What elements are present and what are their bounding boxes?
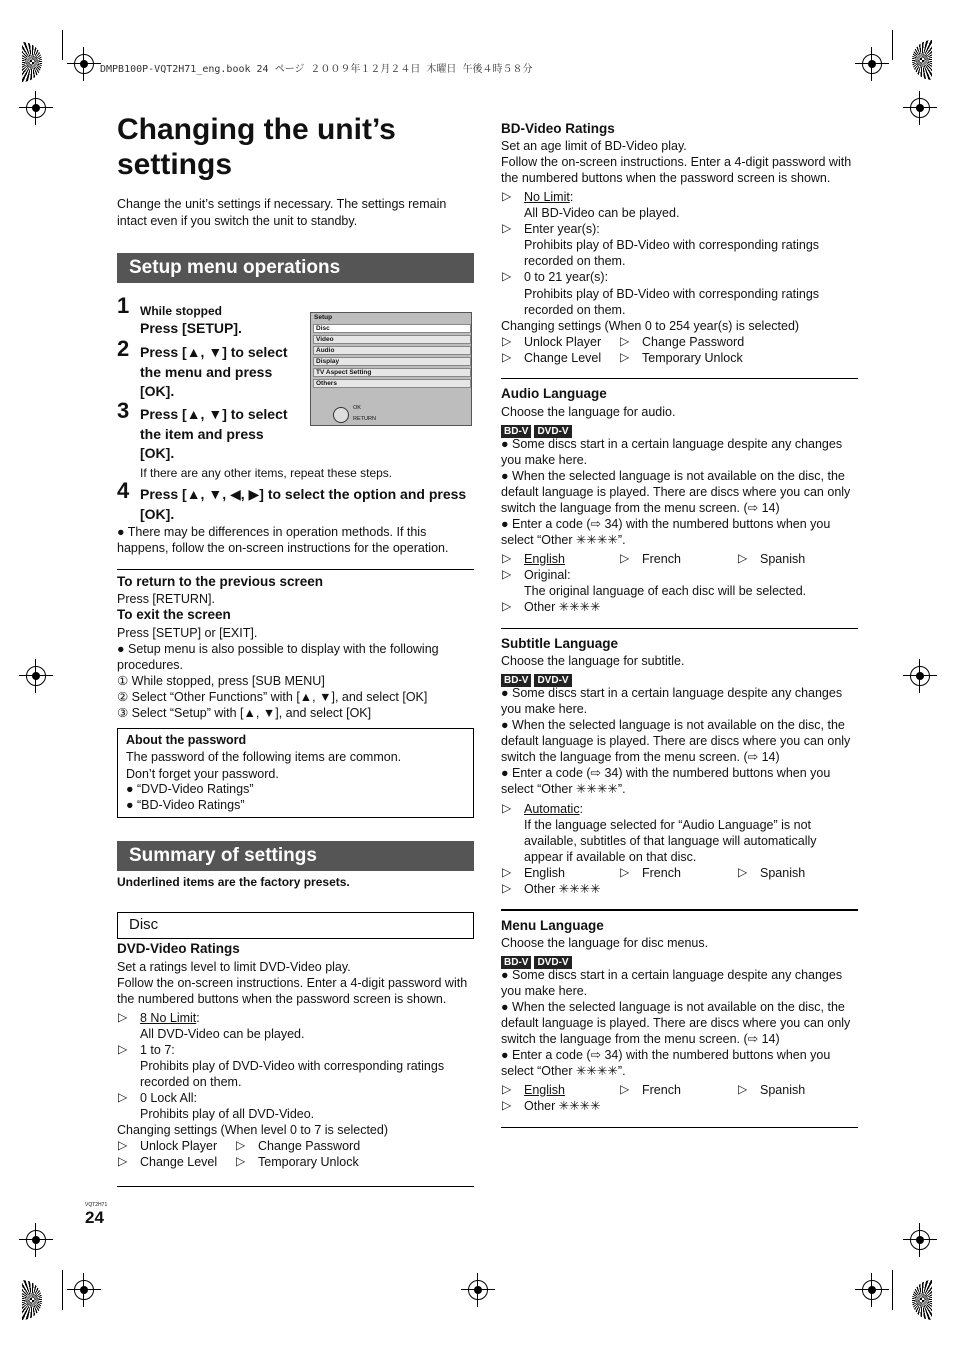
dvd-change-option: Temporary Unlock <box>258 1155 359 1169</box>
step-note: If there are any other items, repeat these steps. <box>140 466 393 480</box>
summary-note: Underlined items are the factory presets. <box>117 875 350 889</box>
screen-item: Display <box>313 357 471 366</box>
divider <box>117 569 474 570</box>
dvd-v-badge: DVD-V <box>534 425 571 438</box>
option-arrow-icon: ▷ <box>118 1090 128 1104</box>
registration-mark-icon <box>74 1280 94 1300</box>
option-arrow-icon: ▷ <box>620 1082 630 1096</box>
password-line: The password of the following items are common. <box>126 750 402 764</box>
option-arrow-icon: ▷ <box>118 1154 128 1168</box>
option-arrow-icon: ▷ <box>620 865 630 879</box>
alt-step: ② Select “Other Functions” with [▲, ▼], and select [OK] <box>117 690 428 704</box>
menu-language-heading: Menu Language <box>501 918 604 933</box>
option-arrow-icon: ▷ <box>502 334 512 348</box>
audio-language-heading: Audio Language <box>501 386 607 401</box>
dvd-option-desc: Prohibits play of all DVD-Video. <box>140 1107 315 1121</box>
bd-change-option: Temporary Unlock <box>642 351 743 365</box>
password-line: ● “BD-Video Ratings” <box>126 798 245 812</box>
registration-mark-icon <box>910 98 930 118</box>
menu-language-desc: Choose the language for disc menus. <box>501 936 709 950</box>
menu-bullet: ● When the selected language is not available on the disc, the default language is played. There are discs where you can only switch the language from the menu screen. (⇨ 14) <box>501 1000 851 1046</box>
subtitle-language-desc: Choose the language for subtitle. <box>501 654 685 668</box>
bd-v-badge: BD-V <box>501 425 531 438</box>
registration-mark-icon <box>26 98 46 118</box>
registration-mark-icon <box>74 54 94 74</box>
crop-mark <box>892 30 893 60</box>
subtitle-bullet: ● Enter a code (⇨ 34) with the numbered buttons when you select “Other ✳✳✳✳”. <box>501 766 831 796</box>
subtitle-option-french: French <box>642 866 681 880</box>
subtitle-option-automatic-desc: If the language selected for “Audio Language” is not available, subtitles of that language will automatically appear if available on that disc. <box>524 818 817 864</box>
print-header: DMPB100P-VQT2H71_eng.book 24 ページ ２００９年１２月２４日 木曜日 午後４時５８分 <box>100 64 533 75</box>
dvd-ratings-heading: DVD-Video Ratings <box>117 941 240 956</box>
intro-text: Change the unit’s settings if necessary. The settings remain intact even if you switch the unit to standby. <box>117 197 447 228</box>
bd-v-badge: BD-V <box>501 956 531 969</box>
subtitle-bullet: ● When the selected language is not available on the disc, the default language is played. There are discs where you can only switch the language from the menu screen. (⇨ 14) <box>501 718 851 764</box>
audio-option-original: Original: <box>524 568 571 582</box>
option-arrow-icon: ▷ <box>502 881 512 895</box>
dvd-change-option: Change Password <box>258 1139 361 1153</box>
section-header-summary: Summary of settings <box>117 841 474 871</box>
step4-note: ● There may be differences in operation methods. If this happens, follow the on-screen instructions for the operation. <box>117 525 449 555</box>
option-arrow-icon: ▷ <box>502 221 512 235</box>
option-arrow-icon: ▷ <box>502 551 512 565</box>
page-number: 24 <box>85 1208 104 1227</box>
step-number: 1 <box>117 293 130 318</box>
bd-option: 0 to 21 year(s): <box>524 270 609 284</box>
divider <box>117 1186 474 1187</box>
alt-step: ③ Select “Setup” with [▲, ▼], and select [OK] <box>117 706 372 720</box>
option-arrow-icon: ▷ <box>738 1082 748 1096</box>
color-bar-icon <box>912 40 932 80</box>
menu-bullet: ● Some discs start in a certain language despite any changes you make here. <box>501 968 843 998</box>
screen-item: Video <box>313 335 471 344</box>
password-box <box>117 728 474 818</box>
return-text: Press [RETURN]. <box>117 592 215 606</box>
dvd-ratings-desc: Set a ratings level to limit DVD-Video play. Follow the on-screen instructions. Enter a 4-digit password with the numbered buttons when the password screen is shown. <box>117 960 468 1006</box>
audio-bullet: ● Some discs start in a certain language despite any changes you make here. <box>501 437 843 467</box>
step-number: 3 <box>117 398 130 423</box>
divider <box>501 909 858 911</box>
page-title: Changing the unit’s settings <box>117 113 396 181</box>
return-heading: To return to the previous screen <box>117 574 324 589</box>
crop-mark <box>892 1270 893 1310</box>
dvd-option: 1 to 7: <box>140 1043 175 1057</box>
color-bar-icon <box>22 1280 42 1320</box>
bd-change-settings: Changing settings (When 0 to 254 year(s) is selected) <box>501 319 800 333</box>
section-header-setup: Setup menu operations <box>117 253 474 283</box>
password-line: Don’t forget your password. <box>126 767 279 781</box>
option-arrow-icon: ▷ <box>502 865 512 879</box>
password-heading: About the password <box>126 733 247 747</box>
option-arrow-icon: ▷ <box>502 1082 512 1096</box>
setup-screen-image <box>310 312 472 426</box>
registration-mark-icon <box>862 1280 882 1300</box>
color-bar-icon <box>22 42 42 82</box>
registration-mark-icon <box>910 666 930 686</box>
option-arrow-icon: ▷ <box>236 1138 246 1152</box>
option-arrow-icon: ▷ <box>118 1010 128 1024</box>
audio-bullet: ● When the selected language is not available on the disc, the default language is played. There are discs where you can only switch the language from the menu screen. (⇨ 14) <box>501 469 851 515</box>
registration-mark-icon <box>26 666 46 686</box>
bd-option-desc: Prohibits play of BD-Video with corresponding ratings recorded on them. <box>524 287 820 317</box>
menu-option-other: Other ✳✳✳✳ <box>524 1099 601 1113</box>
screen-item: Audio <box>313 346 471 355</box>
audio-language-desc: Choose the language for audio. <box>501 405 676 419</box>
exit-heading: To exit the screen <box>117 607 231 622</box>
option-arrow-icon: ▷ <box>620 350 630 364</box>
password-line: ● “DVD-Video Ratings” <box>126 782 254 796</box>
dvd-option: 0 Lock All: <box>140 1091 197 1105</box>
bd-ratings-heading: BD-Video Ratings <box>501 121 615 136</box>
bd-change-option: Unlock Player <box>524 335 602 349</box>
menu-option-spanish: Spanish <box>760 1083 806 1097</box>
option-arrow-icon: ▷ <box>118 1138 128 1152</box>
option-arrow-icon: ▷ <box>502 269 512 283</box>
option-arrow-icon: ▷ <box>738 865 748 879</box>
audio-option-other: Other ✳✳✳✳ <box>524 600 601 614</box>
option-arrow-icon: ▷ <box>620 334 630 348</box>
subtitle-language-heading: Subtitle Language <box>501 636 619 651</box>
audio-option-english: English <box>524 552 565 566</box>
step-text: Press [▲, ▼, ◀, ▶] to select the option and press [OK]. <box>140 486 467 522</box>
bd-ratings-desc: Set an age limit of BD-Video play. <box>501 139 687 153</box>
audio-bullet: ● Enter a code (⇨ 34) with the numbered buttons when you select “Other ✳✳✳✳”. <box>501 517 831 547</box>
disc-box <box>117 912 474 939</box>
bd-option: No Limit: <box>524 190 574 204</box>
registration-mark-icon <box>468 1280 488 1300</box>
alt-step: ① While stopped, press [SUB MENU] <box>117 674 325 688</box>
remote-button-icon <box>333 407 349 423</box>
subtitle-bullet: ● Some discs start in a certain language despite any changes you make here. <box>501 686 843 716</box>
screen-title: Setup <box>314 314 333 321</box>
bd-option-desc: Prohibits play of BD-Video with corresponding ratings recorded on them. <box>524 238 820 268</box>
registration-mark-icon <box>910 1230 930 1250</box>
crop-mark <box>62 30 63 60</box>
option-arrow-icon: ▷ <box>502 350 512 364</box>
option-arrow-icon: ▷ <box>502 599 512 613</box>
menu-option-french: French <box>642 1083 681 1097</box>
footer-code: VQT2H71 <box>85 1202 108 1208</box>
crop-mark <box>62 1270 63 1310</box>
screen-item: Disc <box>313 324 471 333</box>
bd-option-desc: All BD-Video can be played. <box>524 206 680 220</box>
option-arrow-icon: ▷ <box>502 1098 512 1112</box>
audio-option-spanish: Spanish <box>760 552 806 566</box>
screen-ok: OK <box>353 405 361 411</box>
disc-label: Disc <box>129 916 159 933</box>
bd-change-option: Change Level <box>524 351 602 365</box>
step-pre: While stopped <box>140 304 222 318</box>
option-arrow-icon: ▷ <box>502 189 512 203</box>
alt-note: ● Setup menu is also possible to display with the following procedures. <box>117 642 439 672</box>
step-number: 2 <box>117 336 130 361</box>
option-arrow-icon: ▷ <box>236 1154 246 1168</box>
dvd-change-settings: Changing settings (When level 0 to 7 is selected) <box>117 1123 388 1137</box>
dvd-change-option: Change Level <box>140 1155 218 1169</box>
step-text: Press [▲, ▼] to select the item and press [OK]. <box>140 406 288 461</box>
exit-text: Press [SETUP] or [EXIT]. <box>117 626 258 640</box>
dvd-v-badge: DVD-V <box>534 956 571 969</box>
bd-ratings-desc: Follow the on-screen instructions. Enter a 4-digit password with the numbered buttons when the password screen is shown. <box>501 155 852 185</box>
subtitle-option-automatic: Automatic: <box>524 802 584 816</box>
option-arrow-icon: ▷ <box>502 801 512 815</box>
dvd-v-badge: DVD-V <box>534 674 571 687</box>
registration-mark-icon <box>862 54 882 74</box>
bd-change-option: Change Password <box>642 335 745 349</box>
color-bar-icon <box>912 1280 932 1320</box>
bd-v-badge: BD-V <box>501 674 531 687</box>
screen-return: RETURN <box>353 416 376 422</box>
divider <box>501 378 858 379</box>
subtitle-option-spanish: Spanish <box>760 866 806 880</box>
bd-option: Enter year(s): <box>524 222 600 236</box>
subtitle-option-english: English <box>524 866 565 880</box>
audio-option-french: French <box>642 552 681 566</box>
registration-mark-icon <box>26 1230 46 1250</box>
dvd-option-desc: Prohibits play of DVD-Video with corresponding ratings recorded on them. <box>140 1059 445 1089</box>
audio-option-original-desc: The original language of each disc will be selected. <box>524 584 807 598</box>
option-arrow-icon: ▷ <box>738 551 748 565</box>
step-1 <box>117 293 317 340</box>
screen-item: Others <box>313 379 471 388</box>
divider <box>501 1127 858 1128</box>
dvd-option: 8 No Limit: <box>140 1011 200 1025</box>
menu-option-english: English <box>524 1083 565 1097</box>
step-2 <box>117 336 317 403</box>
step-text: Press [▲, ▼] to select the menu and press [OK]. <box>140 344 288 399</box>
option-arrow-icon: ▷ <box>502 567 512 581</box>
option-arrow-icon: ▷ <box>118 1042 128 1056</box>
dvd-change-option: Unlock Player <box>140 1139 218 1153</box>
subtitle-option-other: Other ✳✳✳✳ <box>524 882 601 896</box>
option-arrow-icon: ▷ <box>620 551 630 565</box>
screen-item: TV Aspect Setting <box>313 368 471 377</box>
menu-bullet: ● Enter a code (⇨ 34) with the numbered buttons when you select “Other ✳✳✳✳”. <box>501 1048 831 1078</box>
divider <box>501 628 858 629</box>
dvd-option-desc: All DVD-Video can be played. <box>140 1027 305 1041</box>
step-text: Press [SETUP]. <box>140 320 242 336</box>
step-number: 4 <box>117 478 130 503</box>
